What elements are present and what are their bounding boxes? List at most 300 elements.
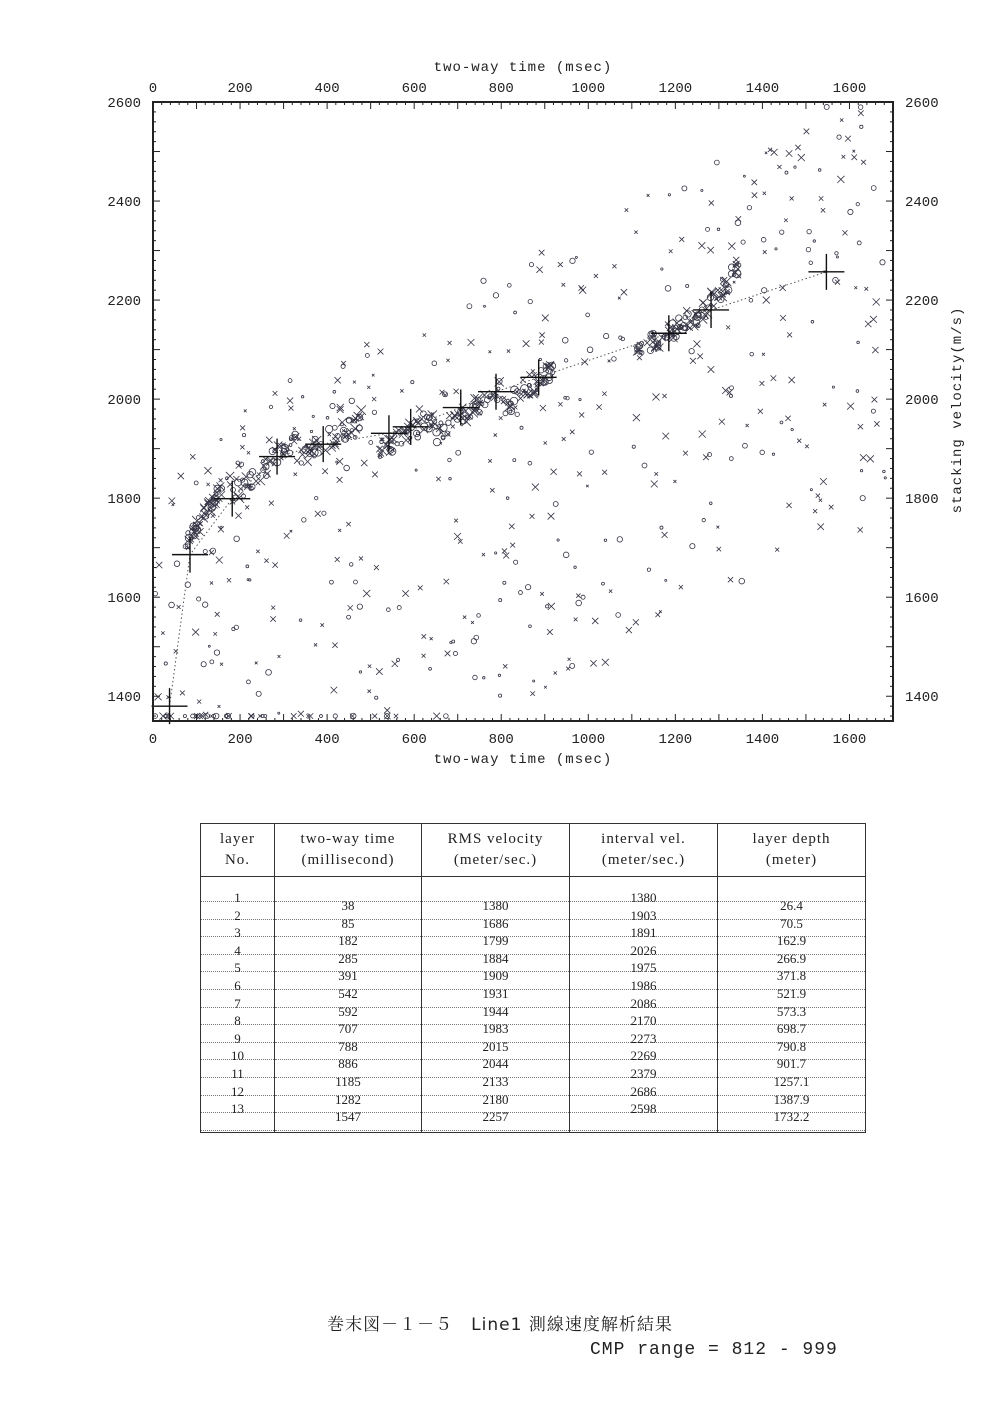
semblance-o-mark [242, 434, 245, 437]
semblance-x-mark [269, 501, 274, 506]
layer-no-cell: 1 [234, 890, 241, 905]
semblance-o-mark [880, 260, 885, 265]
semblance-x-mark [608, 360, 611, 363]
semblance-o-mark [785, 171, 788, 174]
interval-vel-cell: 2026 [630, 942, 657, 958]
layer-depth-cell: 1387.9 [773, 1091, 810, 1107]
semblance-x-mark [609, 589, 612, 592]
semblance-x-mark [490, 488, 494, 492]
col-layer-no [201, 877, 275, 1133]
semblance-x-mark [752, 180, 757, 185]
semblance-x-mark [376, 446, 383, 453]
layer-depth-cell: 573.3 [776, 1003, 807, 1019]
semblance-x-mark [177, 605, 181, 609]
rms-velocity-cell: 2044 [482, 1056, 509, 1072]
layer-depth-cell: 521.9 [776, 986, 807, 1001]
semblance-x-mark [760, 381, 765, 386]
header-line1: RMS velocity [447, 831, 544, 847]
x-axis-title-top: two-way time (msec) [433, 60, 613, 76]
semblance-x-mark [854, 286, 857, 289]
semblance-x-mark [293, 427, 296, 430]
semblance-o-mark [668, 194, 670, 196]
semblance-x-mark [226, 472, 234, 480]
semblance-o-mark [330, 403, 335, 408]
semblance-o-mark [448, 458, 452, 462]
semblance-o-mark [483, 677, 485, 679]
semblance-o-mark [354, 580, 358, 584]
semblance-x-mark [454, 519, 458, 523]
semblance-x-mark [707, 247, 713, 253]
x-tick-label-top: 1400 [745, 81, 780, 97]
semblance-o-mark [214, 650, 219, 655]
semblance-o-mark [513, 459, 516, 462]
semblance-x-mark [771, 375, 777, 381]
layer-no-cell: 3 [234, 925, 241, 941]
semblance-o-mark [429, 667, 432, 670]
semblance-o-mark [612, 357, 617, 362]
interval-vel-cell: 1986 [630, 978, 657, 993]
figure-caption: 巻末図－１－５ Line1 測線速度解析結果 [327, 1315, 673, 1335]
semblance-o-mark [858, 105, 863, 110]
semblance-x-mark [647, 194, 650, 197]
semblance-x-mark [594, 274, 598, 278]
semblance-o-mark [174, 561, 180, 567]
layer-no-cell: 5 [234, 960, 241, 976]
semblance-x-mark [736, 216, 742, 222]
semblance-x-mark [244, 409, 247, 412]
semblance-x-mark [338, 529, 341, 532]
semblance-x-mark [870, 316, 877, 323]
semblance-o-mark [860, 125, 863, 128]
semblance-x-mark [821, 208, 825, 212]
semblance-o-mark [702, 518, 705, 521]
two-way-time-cell: 1547 [335, 1109, 361, 1125]
semblance-x-mark [786, 150, 793, 157]
layer-no-cell: 10 [231, 1048, 244, 1064]
semblance-x-mark [454, 389, 459, 394]
semblance-x-mark [652, 393, 659, 400]
semblance-x-mark [178, 473, 184, 479]
semblance-x-mark [602, 391, 606, 395]
semblance-x-mark [746, 424, 749, 427]
semblance-x-mark [218, 705, 221, 708]
semblance-o-mark [883, 470, 886, 473]
semblance-o-mark [563, 552, 569, 558]
col-two-way-time [275, 877, 422, 1133]
semblance-o-mark [473, 675, 477, 679]
semblance-o-mark [811, 320, 814, 323]
semblance-o-mark [551, 370, 555, 374]
semblance-x-mark [554, 671, 557, 674]
rms-velocity-cell: 1944 [482, 1003, 509, 1019]
semblance-o-mark [562, 337, 568, 343]
semblance-x-mark [765, 152, 767, 154]
semblance-o-mark [682, 186, 687, 191]
semblance-x-mark [255, 662, 258, 665]
semblance-x-mark [363, 590, 370, 597]
layer-no-cell: 11 [231, 1066, 244, 1081]
semblance-x-mark [558, 402, 562, 406]
semblance-x-mark [693, 340, 700, 347]
semblance-o-mark [604, 333, 609, 338]
semblance-o-mark [365, 353, 369, 357]
semblance-x-mark [197, 700, 201, 704]
semblance-o-mark [780, 421, 783, 424]
semblance-x-mark [418, 585, 423, 590]
semblance-x-mark [733, 257, 739, 263]
semblance-o-mark [433, 420, 437, 424]
semblance-x-mark [752, 192, 758, 198]
semblance-x-mark [785, 416, 790, 421]
semblance-x-mark [654, 472, 658, 476]
semblance-o-mark [302, 518, 306, 522]
layer-no-cell: 6 [234, 978, 241, 993]
semblance-x-mark [155, 693, 162, 700]
two-way-time-cell: 285 [338, 950, 358, 966]
semblance-x-mark [471, 621, 474, 624]
y-tick-label-right: 1400 [905, 690, 939, 707]
semblance-x-mark [322, 468, 328, 474]
semblance-x-mark [445, 651, 451, 657]
semblance-x-mark [659, 610, 662, 613]
semblance-x-mark [502, 548, 507, 553]
semblance-o-mark [794, 166, 796, 168]
semblance-x-mark [503, 553, 509, 559]
semblance-x-mark [845, 136, 851, 142]
interval-vel-cell: 2273 [630, 1030, 657, 1046]
layer-depth-cell: 266.9 [776, 950, 807, 966]
semblance-x-mark [669, 249, 673, 253]
semblance-x-mark [364, 342, 369, 347]
semblance-x-mark [726, 325, 730, 329]
semblance-x-mark [586, 485, 588, 487]
semblance-o-mark [220, 438, 222, 440]
semblance-o-mark [319, 715, 322, 718]
y-tick-label-right: 2000 [905, 393, 939, 410]
y-tick-label-left: 2400 [107, 195, 141, 212]
semblance-x-mark [331, 687, 338, 694]
semblance-x-mark [332, 642, 337, 647]
y-tick-label-left: 1800 [107, 492, 141, 509]
layer-no-cell: 2 [234, 907, 241, 923]
semblance-x-mark [372, 397, 376, 401]
velocity-function-line [170, 272, 827, 706]
semblance-x-mark [209, 550, 214, 555]
semblance-o-mark [857, 241, 861, 245]
semblance-o-mark [791, 428, 793, 430]
x-tick-label-top: 1200 [658, 81, 693, 97]
layer-depth-cell: 698.7 [776, 1021, 807, 1037]
rms-velocity-cell: 1931 [482, 986, 509, 1001]
semblance-x-mark [216, 557, 223, 564]
header-layer-depth [718, 824, 866, 877]
semblance-o-mark [519, 591, 523, 595]
semblance-o-mark [520, 426, 523, 429]
semblance-x-mark [813, 509, 817, 513]
semblance-x-mark [346, 522, 350, 526]
plot-frame [153, 102, 893, 721]
semblance-x-mark [872, 347, 878, 353]
semblance-x-mark [797, 439, 801, 443]
x-tick-label-bottom: 1000 [571, 732, 606, 748]
semblance-x-mark [488, 459, 492, 463]
semblance-o-mark [194, 481, 198, 485]
semblance-o-mark [493, 293, 498, 298]
two-way-time-cell: 391 [338, 968, 358, 984]
semblance-o-mark [341, 364, 345, 368]
semblance-o-mark [848, 209, 853, 214]
semblance-x-mark [592, 618, 598, 624]
picked-velocity-point [172, 537, 208, 573]
semblance-o-mark [508, 284, 512, 288]
semblance-x-mark [690, 358, 696, 364]
semblance-x-mark [494, 433, 497, 436]
semblance-o-mark [191, 714, 195, 718]
semblance-x-mark [240, 425, 245, 430]
semblance-o-mark [690, 544, 695, 549]
semblance-x-mark [290, 530, 293, 533]
semblance-x-mark [215, 612, 220, 617]
semblance-o-mark [806, 247, 811, 252]
semblance-o-mark [632, 445, 635, 448]
semblance-o-mark [824, 104, 829, 109]
semblance-x-mark [156, 562, 162, 568]
semblance-x-mark [700, 300, 706, 306]
semblance-x-mark [245, 505, 249, 509]
y-tick-label-left: 2200 [107, 294, 141, 311]
semblance-x-mark [394, 714, 398, 718]
semblance-x-mark [758, 409, 763, 414]
two-way-time-cell: 85 [341, 915, 355, 931]
semblance-x-mark [446, 359, 449, 362]
semblance-o-mark [706, 227, 710, 231]
semblance-o-mark [557, 539, 559, 541]
semblance-x-mark [298, 711, 304, 717]
semblance-o-mark [446, 420, 451, 425]
semblance-x-mark [722, 277, 732, 287]
x-tick-label-bottom: 1600 [832, 732, 867, 748]
header-line2: (meter/sec.) [453, 852, 538, 868]
interval-vel-cell: 1903 [630, 907, 657, 923]
semblance-x-mark [499, 396, 502, 399]
semblance-x-mark [861, 160, 866, 165]
semblance-o-mark [575, 256, 577, 258]
semblance-x-mark [458, 539, 463, 544]
layer-no-cell: 7 [234, 995, 241, 1011]
semblance-x-mark [306, 714, 310, 718]
semblance-o-mark [564, 359, 567, 362]
y-tick-label-left: 2600 [107, 96, 141, 112]
semblance-o-mark [498, 674, 500, 676]
semblance-x-mark [602, 659, 609, 666]
semblance-o-mark [743, 175, 745, 177]
semblance-x-mark [503, 664, 507, 668]
rms-velocity-cell: 1686 [482, 915, 509, 931]
rms-velocity-cell: 2015 [482, 1038, 509, 1054]
semblance-x-mark [539, 332, 544, 337]
semblance-x-mark [436, 477, 441, 482]
semblance-x-mark [819, 499, 822, 502]
semblance-o-mark [247, 680, 251, 684]
semblance-o-mark [515, 412, 519, 416]
semblance-x-mark [430, 637, 433, 640]
semblance-x-mark [378, 349, 384, 355]
semblance-o-mark [312, 415, 314, 417]
semblance-x-mark [858, 424, 863, 429]
semblance-o-mark [484, 305, 486, 307]
semblance-o-mark [836, 256, 838, 258]
x-tick-label-top: 0 [148, 81, 158, 97]
semblance-o-mark [344, 465, 350, 471]
semblance-o-mark [574, 566, 576, 568]
semblance-o-mark [249, 579, 251, 581]
semblance-o-mark [411, 381, 414, 384]
semblance-o-mark [278, 712, 280, 714]
semblance-x-mark [819, 196, 823, 200]
semblance-x-mark [519, 392, 524, 397]
layer-depth-cell: 162.9 [776, 933, 807, 949]
col-rms-velocity [422, 877, 570, 1133]
semblance-x-mark [236, 463, 242, 469]
semblance-x-mark [637, 355, 642, 360]
semblance-x-mark [579, 412, 584, 417]
semblance-o-mark [747, 205, 751, 209]
semblance-x-mark [547, 629, 553, 635]
semblance-x-mark [865, 321, 871, 327]
semblance-o-mark [760, 450, 765, 455]
semblance-x-mark [320, 623, 323, 626]
semblance-x-mark [509, 524, 514, 529]
semblance-x-mark [159, 712, 166, 719]
semblance-o-mark [415, 469, 417, 471]
layer-depth-cell: 1257.1 [773, 1074, 810, 1089]
semblance-x-mark [780, 315, 786, 321]
semblance-x-mark [578, 285, 584, 291]
header-two-way-time [275, 824, 422, 877]
semblance-x-mark [482, 553, 485, 556]
semblance-x-mark [448, 341, 452, 345]
semblance-x-mark [662, 433, 669, 440]
semblance-x-mark [820, 478, 827, 485]
two-way-time-cell: 38 [341, 898, 355, 913]
semblance-x-mark [788, 377, 794, 383]
header-line1: two-way time [300, 831, 396, 847]
axis-ticks [107, 81, 938, 748]
x-tick-label-bottom: 0 [148, 732, 158, 748]
semblance-o-mark [231, 487, 236, 492]
semblance-o-mark [497, 387, 500, 390]
semblance-x-mark [303, 458, 311, 466]
semblance-o-mark [349, 398, 354, 403]
semblance-x-mark [376, 668, 383, 675]
semblance-x-mark [272, 562, 277, 567]
header-interval-vel [570, 824, 718, 877]
semblance-o-mark [717, 228, 720, 231]
semblance-x-mark [248, 713, 254, 719]
semblance-x-mark [602, 470, 607, 475]
semblance-o-mark [546, 605, 549, 608]
x-axis-title-bottom: two-way time (msec) [433, 752, 613, 768]
semblance-o-mark [509, 410, 512, 413]
semblance-x-mark [867, 455, 874, 462]
interval-vel-cell: 2598 [630, 1101, 657, 1117]
semblance-o-mark [749, 298, 753, 302]
semblance-x-mark [763, 250, 767, 254]
semblance-x-mark [805, 445, 809, 449]
semblance-o-mark [336, 461, 338, 463]
semblance-o-mark [709, 502, 712, 505]
semblance-x-mark [829, 505, 834, 510]
semblance-o-mark [529, 625, 532, 628]
semblance-x-mark [451, 424, 455, 428]
semblance-x-mark [763, 192, 766, 195]
col-interval-vel-inner [570, 877, 717, 1131]
interval-vel-cell: 2170 [630, 1013, 657, 1029]
semblance-o-mark [581, 595, 585, 599]
semblance-o-mark [314, 496, 317, 499]
semblance-x-mark [716, 526, 719, 529]
semblance-o-mark [553, 502, 558, 507]
semblance-x-mark [842, 155, 846, 159]
header-line1: layer depth [752, 831, 831, 847]
y-tick-label-right: 2600 [905, 96, 939, 112]
semblance-o-mark [196, 516, 200, 520]
semblance-o-mark [617, 537, 622, 542]
semblance-x-mark [284, 533, 290, 539]
rms-velocity-cell: 1909 [482, 968, 509, 984]
y-axis-title: stacking velocity(m/s) [950, 306, 966, 514]
col-interval-vel [570, 877, 718, 1133]
layer-no-cell: 9 [234, 1030, 241, 1046]
semblance-o-mark [309, 448, 311, 450]
semblance-x-mark [626, 627, 632, 633]
semblance-o-mark [741, 240, 745, 244]
semblance-x-mark [220, 663, 223, 666]
semblance-x-mark [210, 581, 213, 584]
semblance-x-mark [579, 287, 586, 294]
semblance-x-mark [837, 176, 844, 183]
interval-vel-cell: 2086 [630, 995, 657, 1011]
header-rms-velocity [422, 824, 570, 877]
semblance-x-mark [708, 366, 715, 373]
layer-no-cell: 4 [234, 942, 241, 958]
semblance-o-mark [356, 425, 362, 431]
semblance-x-mark [872, 397, 878, 403]
semblance-o-mark [587, 347, 593, 353]
semblance-x-mark [728, 577, 733, 582]
semblance-x-mark [775, 548, 779, 552]
semblance-o-mark [546, 370, 549, 373]
semblance-o-mark [856, 390, 859, 393]
header-line2: (millisecond) [301, 852, 395, 868]
semblance-x-mark [517, 395, 523, 401]
semblance-x-mark [291, 713, 297, 719]
semblance-x-mark [699, 430, 706, 437]
semblance-x-mark [219, 478, 223, 482]
semblance-x-mark [780, 285, 786, 291]
semblance-x-mark [709, 200, 714, 205]
semblance-x-mark [662, 532, 668, 538]
semblance-o-mark [686, 284, 689, 287]
semblance-o-mark [642, 463, 647, 468]
semblance-x-mark [247, 451, 250, 454]
semblance-x-mark [596, 404, 601, 409]
semblance-o-mark [467, 304, 472, 309]
col-layer-depth [718, 877, 866, 1133]
semblance-x-mark [698, 242, 705, 249]
rms-velocity-cell: 2257 [482, 1109, 509, 1125]
semblance-o-mark [586, 313, 590, 317]
